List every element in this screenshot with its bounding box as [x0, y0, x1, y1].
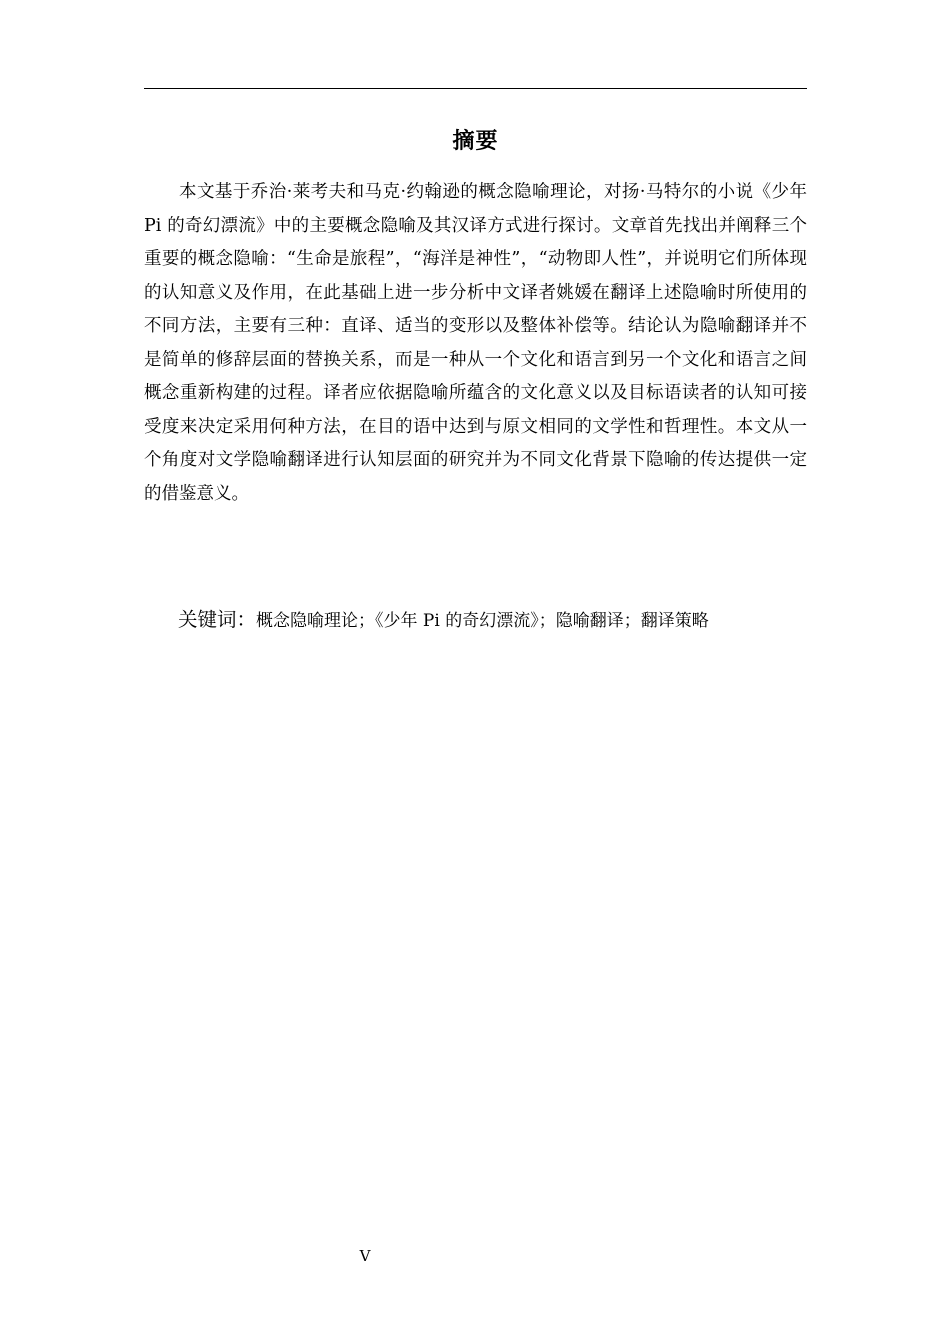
keywords-label: 关键词： — [178, 608, 257, 631]
page-title: 摘要 — [452, 129, 499, 154]
keywords-line — [178, 604, 807, 637]
header-rule — [144, 88, 807, 89]
keywords-text: 概念隐喻理论；《少年 Pi 的奇幻漂流》；隐喻翻译；翻译策略 — [256, 611, 709, 631]
page-number: V — [359, 1247, 371, 1265]
abstract-paragraph: 本文基于乔治·莱考夫和马克·约翰逊的概念隐喻理论，对扬·马特尔的小说《少年 Pi 的奇幻漂流》中的主要概念隐喻及其汉译方式进行探讨。文章首先找出并阐释三个重要的概念隐喻：“生命是旅程”，“海洋是神性”，“动物即人性”，并说明它们所体现的认知意义及作用，在此基础上进一步分析中文译者姚媛在翻译上述隐喻时所使用的不同方法，主要有三种：直译、适当的变形以及整体补偿等。结论认为隐喻翻译并不是简单的修辞层面的替换关系，而是一种从一个文化和语言到另一个文化和语言之间概念重新构建的过程。译者应依据隐喻所蕴含的文化意义以及目标语读者的认知可接受度来决定采用何种方法，在目的语中达到与原文相同的文学性和哲理性。本文从一个角度对文学隐喻翻译进行认知层面的研究并为不同文化背景下隐喻的传达提供一定的借鉴意义。 — [144, 182, 807, 504]
